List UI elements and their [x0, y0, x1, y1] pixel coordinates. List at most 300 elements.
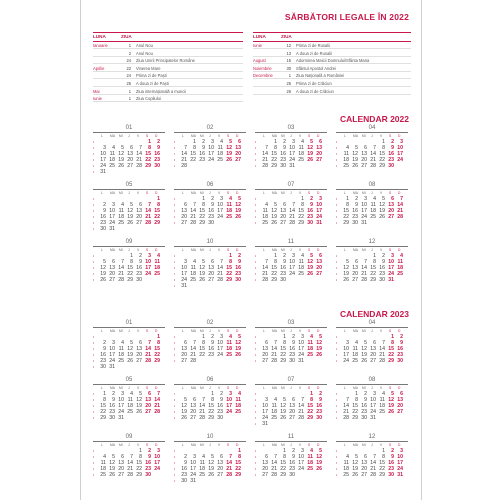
- day-cell: 9: [157, 145, 160, 151]
- weekday-label: V: [380, 134, 383, 138]
- day-cell: 15: [388, 346, 394, 352]
- day-cell: 20: [181, 352, 187, 358]
- day-cell: 17: [217, 346, 223, 352]
- day-cell: 27: [361, 472, 367, 478]
- day-cell: 18: [397, 265, 403, 271]
- day-cell: 7: [364, 259, 367, 265]
- day-cell: 10: [154, 454, 160, 460]
- day-cell: 22: [235, 466, 241, 472]
- day-cell: 6: [184, 202, 187, 208]
- day-cell: 3: [148, 253, 151, 259]
- day-cell: 31: [289, 163, 295, 169]
- day-cell: 16: [145, 460, 151, 466]
- day-cell: 24: [298, 466, 304, 472]
- holiday-row: [93, 43, 243, 49]
- week-marker: •: [336, 272, 338, 276]
- day-cell: 8: [139, 454, 142, 460]
- day-cell: 11: [343, 460, 349, 466]
- weekday-label: V: [380, 443, 383, 447]
- day-cell: 22: [307, 409, 313, 415]
- day-cell: 22: [352, 409, 358, 415]
- week-marker: •: [174, 353, 176, 357]
- weekday-label: V: [218, 386, 221, 390]
- weekday-label: S: [227, 248, 230, 252]
- day-cell: 21: [154, 403, 160, 409]
- day-cell: 19: [127, 214, 133, 220]
- day-cell: 13: [361, 460, 367, 466]
- day-cell: 8: [373, 259, 376, 265]
- day-cell: 2: [283, 139, 286, 145]
- month-block: [174, 124, 246, 170]
- weekday-label: V: [137, 329, 140, 333]
- day-cell: 19: [235, 346, 241, 352]
- weekday-label: V: [218, 191, 221, 195]
- day-cell: 15: [343, 208, 349, 214]
- day-cell: 24: [190, 472, 196, 478]
- day-cell: 6: [391, 196, 394, 202]
- day-cell: 27: [109, 277, 115, 283]
- month-block: [255, 181, 327, 227]
- column-header-month: LUNA: [93, 34, 106, 39]
- day-cell: 23: [280, 157, 286, 163]
- day-cell: 6: [400, 391, 403, 397]
- day-cell: 29: [145, 163, 151, 169]
- week-marker: •: [93, 266, 95, 270]
- day-cell: 12: [127, 346, 133, 352]
- weekday-label: L: [263, 386, 265, 390]
- weekday-label: L: [101, 191, 103, 195]
- day-cell: 30: [289, 472, 295, 478]
- day-cell: 21: [199, 409, 205, 415]
- holidays-title: SĂRBĂTORI LEGALE ÎN 2022: [284, 12, 409, 22]
- day-cell: 29: [379, 163, 385, 169]
- day-cell: 23: [307, 214, 313, 220]
- weekday-label: L: [344, 443, 346, 447]
- week-marker: •: [174, 359, 176, 363]
- day-cell: 23: [352, 214, 358, 220]
- day-cell: 30: [181, 478, 187, 484]
- day-cell: 20: [136, 352, 142, 358]
- day-cell: 26: [199, 277, 205, 283]
- day-cell: 24: [262, 415, 268, 421]
- month-block: [336, 181, 408, 227]
- day-cell: 16: [100, 352, 106, 358]
- month-block: [93, 433, 165, 479]
- day-cell: 14: [136, 151, 142, 157]
- day-cell: 4: [310, 334, 313, 340]
- day-cell: 17: [388, 265, 394, 271]
- day-cell: 25: [262, 220, 268, 226]
- week-marker: •: [93, 455, 95, 459]
- week-marker: •: [93, 158, 95, 162]
- day-cell: 19: [388, 403, 394, 409]
- week-marker: •: [93, 260, 95, 264]
- day-cell: 19: [352, 466, 358, 472]
- day-cell: 21: [181, 157, 187, 163]
- day-cell: 20: [136, 214, 142, 220]
- day-cell: 6: [265, 340, 268, 346]
- day-cell: 15: [271, 265, 277, 271]
- day-cell: 8: [274, 145, 277, 151]
- day-cell: 9: [112, 397, 115, 403]
- day-cell: 25: [118, 220, 124, 226]
- day-cell: 14: [298, 403, 304, 409]
- day-cell: 28: [361, 277, 367, 283]
- day-cell: 13: [217, 460, 223, 466]
- day-cell: 25: [235, 409, 241, 415]
- day-cell: 24: [154, 466, 160, 472]
- day-cell: 9: [292, 454, 295, 460]
- day-cell: 3: [220, 334, 223, 340]
- day-cell: 5: [103, 259, 106, 265]
- week-marker: •: [93, 410, 95, 414]
- day-cell: 26: [208, 472, 214, 478]
- day-cell: 11: [262, 208, 268, 214]
- weekday-label: MA: [110, 443, 115, 447]
- day-cell: 28: [397, 214, 403, 220]
- day-cell: 24: [217, 352, 223, 358]
- weekday-label: J: [209, 329, 211, 333]
- day-cell: 18: [190, 271, 196, 277]
- day-cell: 20: [127, 157, 133, 163]
- week-marker: •: [93, 140, 95, 144]
- day-cell: 6: [130, 145, 133, 151]
- weekday-label: MI: [119, 134, 123, 138]
- day-cell: 13: [136, 208, 142, 214]
- day-cell: 19: [271, 214, 277, 220]
- day-cell: 11: [217, 145, 223, 151]
- weekday-label: L: [182, 191, 184, 195]
- day-cell: 25: [370, 214, 376, 220]
- day-cell: 2: [292, 334, 295, 340]
- weekday-label: MI: [362, 191, 366, 195]
- day-cell: 11: [397, 259, 403, 265]
- week-marker: •: [93, 335, 95, 339]
- day-cell: 16: [388, 460, 394, 466]
- day-cell: 24: [370, 409, 376, 415]
- day-cell: 24: [397, 157, 403, 163]
- day-cell: 4: [103, 454, 106, 460]
- day-cell: 29: [199, 220, 205, 226]
- day-cell: 3: [391, 253, 394, 259]
- day-cell: 11: [307, 454, 313, 460]
- week-marker: •: [174, 152, 176, 156]
- day-cell: 8: [382, 454, 385, 460]
- day-cell: 6: [211, 259, 214, 265]
- day-cell: 23: [109, 409, 115, 415]
- day-cell: 8: [355, 397, 358, 403]
- weekday-label: S: [308, 443, 311, 447]
- month-number: 04: [336, 319, 408, 328]
- day-cell: 4: [265, 202, 268, 208]
- day-cell: 14: [361, 265, 367, 271]
- day-cell: 25: [127, 409, 133, 415]
- day-cell: 30: [154, 163, 160, 169]
- day-cell: 1: [103, 391, 106, 397]
- day-cell: 17: [289, 265, 295, 271]
- weekday-label: V: [137, 386, 140, 390]
- day-cell: 14: [379, 346, 385, 352]
- day-cell: 27: [145, 409, 151, 415]
- week-marker: •: [255, 146, 257, 150]
- holiday-name: A doua zi de Rusalii: [296, 50, 332, 56]
- day-cell: 16: [199, 151, 205, 157]
- month-number: 10: [174, 238, 246, 247]
- day-cell: 18: [118, 214, 124, 220]
- weekday-label: MA: [110, 191, 115, 195]
- day-cell: 2: [319, 391, 322, 397]
- weekday-label: D: [155, 248, 158, 252]
- month-block: [174, 319, 246, 365]
- day-cell: 31: [361, 220, 367, 226]
- week-marker: •: [174, 392, 176, 396]
- day-cell: 2: [310, 196, 313, 202]
- day-cell: 31: [118, 415, 124, 421]
- day-cell: 11: [298, 259, 304, 265]
- day-cell: 21: [136, 157, 142, 163]
- day-cell: 29: [154, 358, 160, 364]
- week-marker: •: [336, 341, 338, 345]
- column-header-month: LUNA: [253, 34, 266, 39]
- week-marker: •: [93, 392, 95, 396]
- week-marker: •: [174, 158, 176, 162]
- day-cell: 10: [298, 340, 304, 346]
- day-cell: 3: [292, 139, 295, 145]
- day-cell: 20: [361, 157, 367, 163]
- day-cell: 13: [136, 346, 142, 352]
- weekday-label: S: [308, 134, 311, 138]
- calendar-sheet: [80, 0, 422, 500]
- day-cell: 8: [148, 145, 151, 151]
- day-cell: 22: [208, 409, 214, 415]
- day-cell: 13: [361, 151, 367, 157]
- day-cell: 17: [316, 208, 322, 214]
- day-cell: 25: [154, 271, 160, 277]
- month-block: [336, 433, 408, 479]
- week-marker: •: [174, 254, 176, 258]
- day-cell: 23: [208, 214, 214, 220]
- day-cell: 3: [157, 448, 160, 454]
- weekday-label: J: [128, 329, 130, 333]
- day-cell: 27: [280, 220, 286, 226]
- weekday-label: MI: [281, 329, 285, 333]
- day-cell: 24: [181, 277, 187, 283]
- day-cell: 4: [346, 145, 349, 151]
- day-cell: 21: [298, 409, 304, 415]
- holiday-name: Vinerea Mare: [136, 65, 161, 71]
- week-marker: •: [174, 404, 176, 408]
- month-block: [93, 376, 165, 422]
- day-cell: 23: [136, 271, 142, 277]
- day-cell: 21: [262, 157, 268, 163]
- day-cell: 27: [136, 358, 142, 364]
- day-cell: 26: [235, 214, 241, 220]
- holiday-name: Ziua Națională a României: [296, 73, 345, 79]
- weekday-label: J: [128, 386, 130, 390]
- weekday-label: J: [290, 134, 292, 138]
- day-cell: 15: [208, 403, 214, 409]
- month-number: 11: [255, 433, 327, 442]
- day-cell: 18: [343, 466, 349, 472]
- day-cell: 4: [121, 202, 124, 208]
- day-cell: 17: [100, 157, 106, 163]
- weekday-label: S: [389, 443, 392, 447]
- weekday-label: MA: [110, 134, 115, 138]
- day-cell: 21: [379, 352, 385, 358]
- holidays-table-left: [93, 32, 243, 104]
- day-cell: 17: [289, 151, 295, 157]
- week-marker: •: [93, 164, 95, 168]
- day-cell: 11: [226, 340, 232, 346]
- day-cell: 16: [208, 346, 214, 352]
- day-cell: 27: [181, 358, 187, 364]
- day-cell: 2: [355, 196, 358, 202]
- day-cell: 7: [229, 454, 232, 460]
- month-number: 04: [336, 124, 408, 133]
- column-header-day: ZIUA: [121, 34, 132, 39]
- weekday-label: V: [137, 134, 140, 138]
- day-cell: 2: [211, 334, 214, 340]
- day-cell: 29: [343, 220, 349, 226]
- day-cell: 29: [127, 277, 133, 283]
- month-number: 06: [174, 181, 246, 190]
- weekday-label: MI: [362, 386, 366, 390]
- day-cell: 18: [226, 346, 232, 352]
- day-cell: 31: [109, 226, 115, 232]
- day-cell: 6: [283, 202, 286, 208]
- week-marker: •: [336, 260, 338, 264]
- weekday-label: V: [299, 191, 302, 195]
- week-marker: •: [336, 455, 338, 459]
- week-marker: •: [255, 158, 257, 162]
- weekday-label: V: [218, 329, 221, 333]
- day-cell: 26: [280, 415, 286, 421]
- day-cell: 8: [157, 202, 160, 208]
- day-cell: 18: [298, 151, 304, 157]
- day-cell: 24: [217, 214, 223, 220]
- week-marker: •: [336, 278, 338, 282]
- day-cell: 21: [289, 214, 295, 220]
- month-number: 05: [93, 376, 165, 385]
- holiday-row: [93, 89, 243, 95]
- day-cell: 30: [145, 472, 151, 478]
- day-cell: 10: [100, 151, 106, 157]
- week-marker: •: [93, 398, 95, 402]
- weekday-label: MA: [353, 134, 358, 138]
- day-cell: 10: [298, 454, 304, 460]
- day-cell: 21: [370, 466, 376, 472]
- week-marker: •: [255, 467, 257, 471]
- day-cell: 17: [145, 265, 151, 271]
- week-marker: •: [336, 335, 338, 339]
- weekday-label: J: [128, 134, 130, 138]
- week-marker: •: [336, 158, 338, 162]
- day-cell: 12: [361, 346, 367, 352]
- weekday-label: S: [389, 191, 392, 195]
- day-cell: 10: [208, 145, 214, 151]
- weekday-label: MI: [119, 386, 123, 390]
- weekday-label: L: [344, 248, 346, 252]
- day-cell: 18: [352, 352, 358, 358]
- day-cell: 19: [109, 466, 115, 472]
- day-cell: 26: [316, 352, 322, 358]
- weekday-label: MA: [110, 248, 115, 252]
- week-marker: •: [336, 461, 338, 465]
- holiday-day: 26: [286, 88, 291, 94]
- weekday-label: V: [299, 248, 302, 252]
- day-cell: 20: [262, 466, 268, 472]
- day-cell: 14: [190, 346, 196, 352]
- holiday-day: 30: [286, 65, 291, 71]
- day-cell: 19: [199, 271, 205, 277]
- weekday-label: MA: [191, 386, 196, 390]
- day-cell: 6: [319, 253, 322, 259]
- day-cell: 26: [226, 157, 232, 163]
- day-cell: 17: [181, 271, 187, 277]
- day-cell: 15: [226, 265, 232, 271]
- month-number: 03: [255, 319, 327, 328]
- day-cell: 22: [280, 466, 286, 472]
- day-cell: 9: [220, 397, 223, 403]
- calendar-title: CALENDAR 2022: [340, 114, 409, 124]
- day-cell: 15: [379, 151, 385, 157]
- day-cell: 5: [121, 145, 124, 151]
- day-cell: 8: [202, 202, 205, 208]
- day-cell: 27: [316, 271, 322, 277]
- day-cell: 26: [316, 466, 322, 472]
- week-marker: •: [255, 461, 257, 465]
- day-cell: 15: [235, 460, 241, 466]
- weekday-label: MA: [272, 329, 277, 333]
- day-cell: 16: [289, 346, 295, 352]
- weekday-label: MA: [272, 443, 277, 447]
- day-cell: 20: [118, 466, 124, 472]
- day-cell: 4: [121, 340, 124, 346]
- week-marker: •: [255, 455, 257, 459]
- day-cell: 17: [370, 403, 376, 409]
- week-marker: •: [255, 209, 257, 213]
- day-cell: 23: [388, 157, 394, 163]
- weekday-label: MI: [281, 386, 285, 390]
- day-cell: 16: [217, 403, 223, 409]
- day-cell: 23: [100, 220, 106, 226]
- day-cell: 19: [136, 403, 142, 409]
- month-block: [174, 238, 246, 289]
- weekday-label: D: [317, 134, 320, 138]
- week-marker: •: [174, 455, 176, 459]
- day-cell: 21: [226, 466, 232, 472]
- week-marker: •: [336, 152, 338, 156]
- weekday-label: L: [182, 443, 184, 447]
- day-cell: 1: [274, 253, 277, 259]
- weekday-label: D: [236, 329, 239, 333]
- week-marker: •: [174, 203, 176, 207]
- day-cell: 15: [379, 460, 385, 466]
- day-cell: 23: [289, 352, 295, 358]
- weekday-label: V: [299, 443, 302, 447]
- holiday-day: 2: [128, 50, 131, 56]
- day-cell: 3: [211, 139, 214, 145]
- day-cell: 11: [118, 346, 124, 352]
- day-cell: 12: [199, 265, 205, 271]
- day-cell: 12: [280, 403, 286, 409]
- day-cell: 19: [316, 346, 322, 352]
- day-cell: 30: [109, 415, 115, 421]
- day-cell: 18: [271, 409, 277, 415]
- day-cell: 17: [298, 346, 304, 352]
- week-marker: •: [255, 473, 257, 477]
- holiday-day: 12: [286, 43, 291, 48]
